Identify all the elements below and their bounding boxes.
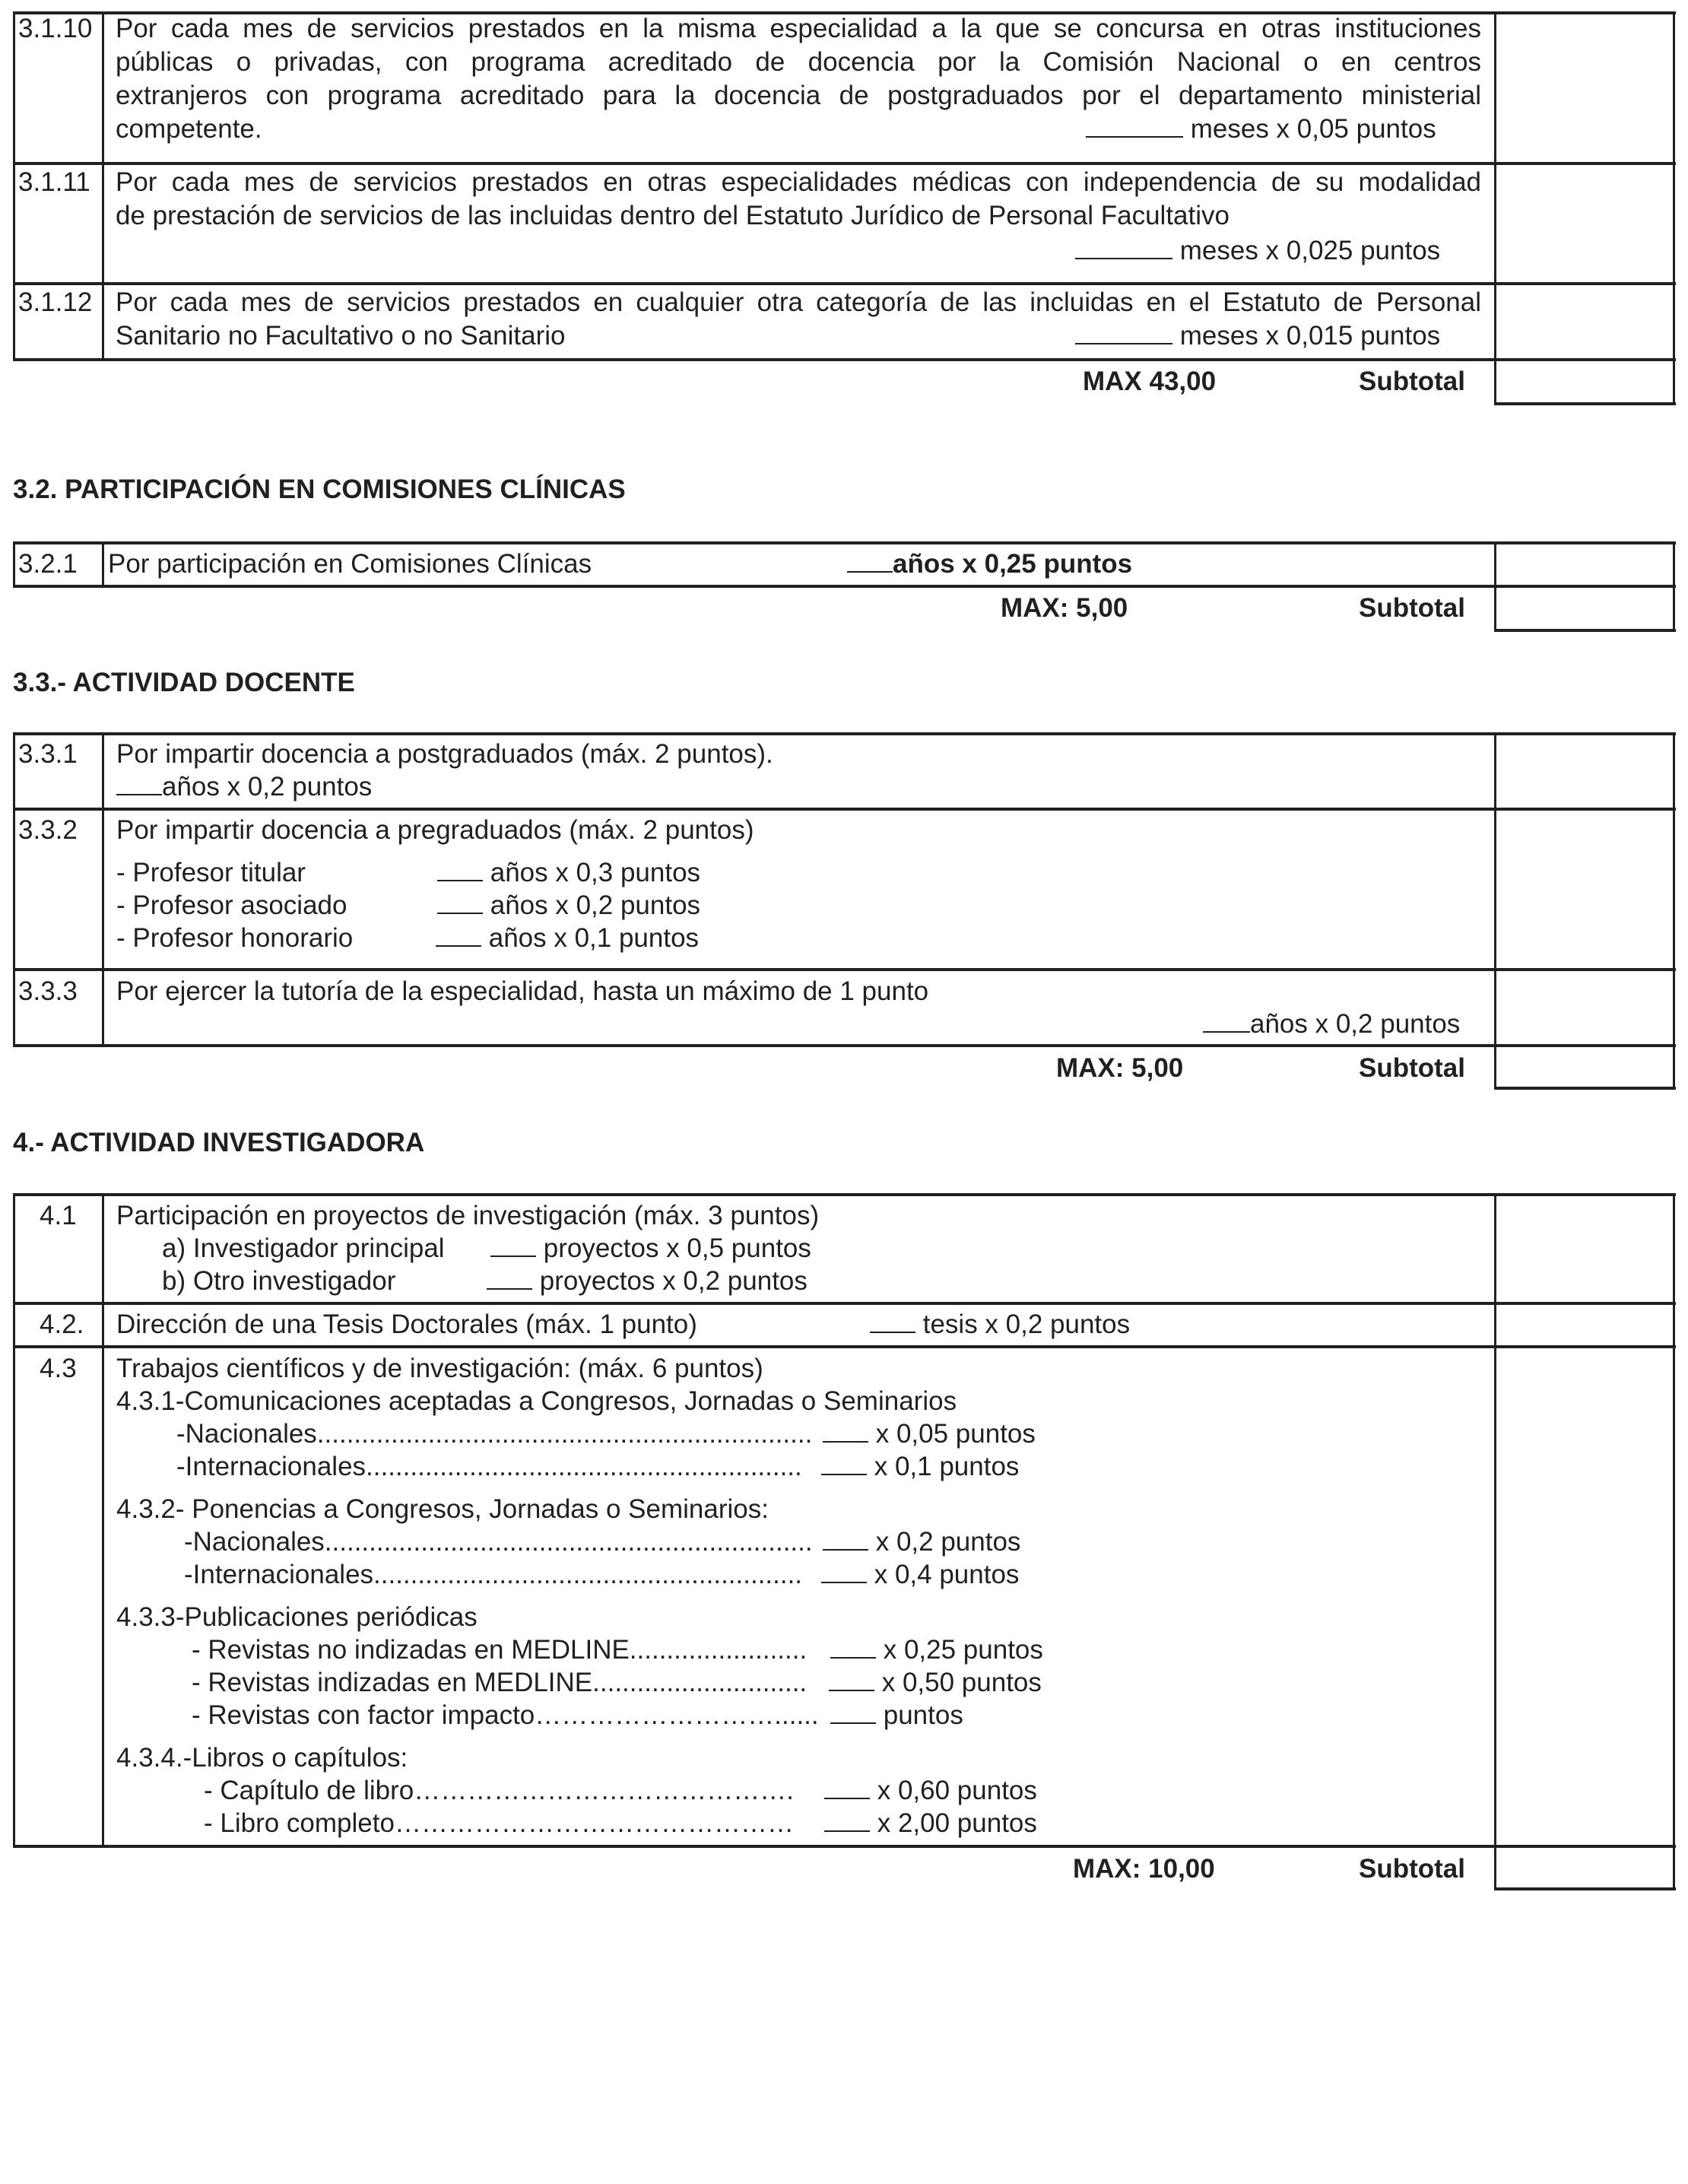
max-score-label: MAX: 5,00 xyxy=(1001,593,1128,623)
score-formula: puntos xyxy=(883,1700,963,1730)
points-cell[interactable] xyxy=(1497,1196,1673,1302)
table-border xyxy=(13,732,1676,735)
subtotal-box-bottom xyxy=(1494,402,1676,405)
table-border xyxy=(13,1193,15,1848)
row-description: Por participación en Comisiones Clínicas xyxy=(108,549,592,579)
group-title: 4.3.2- Ponencias a Congresos, Jornadas o Seminarios: xyxy=(116,1494,769,1524)
row-description xyxy=(116,166,1481,233)
description-line: Sanitario no Facultativo o no Sanitario xyxy=(116,321,566,351)
item-score xyxy=(821,1558,1019,1592)
sub-item-score xyxy=(437,856,700,890)
row-divider xyxy=(13,1345,1676,1348)
column-divider xyxy=(102,541,104,588)
table-border xyxy=(1673,11,1675,405)
group-title: 4.3.4.-Libros o capítulos: xyxy=(116,1743,408,1773)
table-border xyxy=(1673,732,1675,1090)
table-border xyxy=(13,732,15,1047)
score-formula: tesis x 0,2 puntos xyxy=(922,1309,1131,1339)
score-line xyxy=(1075,234,1440,268)
subtotal-label: Subtotal xyxy=(1359,1854,1465,1884)
table-border xyxy=(13,1845,1676,1848)
points-cell[interactable] xyxy=(1497,544,1673,585)
item-score xyxy=(823,1417,1036,1451)
table-border xyxy=(13,1193,1676,1196)
points-cell[interactable] xyxy=(1497,1348,1673,1845)
months-input-blank[interactable] xyxy=(1075,320,1172,344)
score-formula: años x 0,2 puntos xyxy=(490,890,701,920)
table-border xyxy=(13,11,15,361)
row-code: 3.3.2 xyxy=(18,815,78,845)
item-label: - Capítulo de libro……………………………………. xyxy=(204,1776,794,1805)
years-input-blank[interactable] xyxy=(436,922,481,947)
score-formula: x 0,25 puntos xyxy=(883,1635,1043,1665)
table-border xyxy=(1673,1193,1675,1890)
score-formula: meses x 0,025 puntos xyxy=(1179,236,1441,265)
subtotal-cell[interactable] xyxy=(1497,1047,1673,1087)
column-divider xyxy=(102,732,104,1047)
item-label: - Revistas con factor impacto………………………...... xyxy=(192,1700,819,1730)
score-line xyxy=(1075,319,1440,353)
count-input-blank[interactable] xyxy=(824,1808,870,1832)
score-line xyxy=(1086,113,1436,146)
sub-item-score xyxy=(490,1232,811,1265)
points-cell[interactable] xyxy=(1497,1305,1673,1345)
row-divider xyxy=(13,1302,1676,1305)
count-input-blank[interactable] xyxy=(823,1418,868,1443)
score-formula: años x 0,2 puntos xyxy=(162,772,373,802)
score-formula: x 0,1 puntos xyxy=(874,1452,1020,1481)
table-border xyxy=(13,541,15,588)
item-label: -Internacionales........................................................... xyxy=(176,1452,802,1481)
subtotal-box-bottom xyxy=(1494,1087,1676,1090)
months-input-blank[interactable] xyxy=(1075,235,1172,259)
description-line: extranjeros con programa acreditado para la docencia de postgraduados por el departamento ministerial xyxy=(116,81,1481,110)
row-divider xyxy=(13,808,1676,811)
score-formula: meses x 0,015 puntos xyxy=(1179,321,1441,351)
points-cell[interactable] xyxy=(1497,285,1673,358)
subtotal-box-bottom xyxy=(1494,629,1676,632)
description-line: Por cada mes de servicios prestados en la misma especialidad a la que se concursa en otras instituciones xyxy=(116,14,1481,43)
column-divider xyxy=(102,11,104,361)
item-score xyxy=(824,1774,1037,1808)
item-score xyxy=(823,1525,1020,1559)
row-code: 3.1.10 xyxy=(18,14,93,43)
sub-item-score xyxy=(487,1265,808,1298)
years-input-blank[interactable] xyxy=(1203,1008,1250,1033)
max-score-label: MAX: 5,00 xyxy=(1056,1053,1184,1083)
count-input-blank[interactable] xyxy=(487,1265,532,1290)
score-line xyxy=(847,548,1132,581)
item-label: - Revistas no indizadas en MEDLINE........................ xyxy=(192,1635,808,1665)
subtotal-label: Subtotal xyxy=(1359,367,1465,396)
sub-item-label: a) Investigador principal xyxy=(162,1233,445,1263)
item-score xyxy=(830,1699,963,1732)
description-line: Por cada mes de servicios prestados en otras especialidades médicas con independencia de su modalidad xyxy=(116,167,1481,197)
score-formula: años x 0,3 puntos xyxy=(490,858,701,887)
row-description: Participación en proyectos de investigación (máx. 3 puntos) xyxy=(116,1201,820,1230)
max-score-label: MAX: 10,00 xyxy=(1073,1854,1215,1884)
table-border xyxy=(13,585,1676,588)
score-line xyxy=(870,1308,1130,1341)
subtotal-label: Subtotal xyxy=(1359,1053,1465,1083)
years-input-blank[interactable] xyxy=(847,548,893,573)
subtotal-cell[interactable] xyxy=(1497,361,1673,402)
subtotal-box-bottom xyxy=(1494,1887,1676,1890)
description-line: públicas o privadas, con programa acreditado de docencia por la Comisión Nacional o en centros xyxy=(116,47,1481,77)
row-description: Por impartir docencia a pregraduados (máx. 2 puntos) xyxy=(116,815,754,845)
table-border xyxy=(13,541,1676,544)
score-formula: x 0,4 puntos xyxy=(874,1560,1020,1589)
sub-item-label: - Profesor titular xyxy=(116,858,306,887)
score-formula: meses x 0,05 puntos xyxy=(1190,114,1436,144)
column-divider xyxy=(1494,732,1496,1090)
count-input-blank[interactable] xyxy=(870,1309,915,1333)
score-formula: proyectos x 0,5 puntos xyxy=(543,1233,811,1263)
score-formula: proyectos x 0,2 puntos xyxy=(539,1266,808,1296)
row-code: 3.2.1 xyxy=(18,549,78,579)
table-border xyxy=(1673,541,1675,632)
points-cell[interactable] xyxy=(1497,165,1673,282)
sub-item-label: - Profesor honorario xyxy=(116,923,354,953)
count-input-blank[interactable] xyxy=(824,1775,870,1799)
score-formula: años x 0,25 puntos xyxy=(893,549,1133,579)
count-input-blank[interactable] xyxy=(823,1526,868,1551)
item-label: - Libro completo……………………………………… xyxy=(204,1808,794,1838)
count-input-blank[interactable] xyxy=(490,1233,536,1257)
row-divider xyxy=(13,968,1676,971)
points-cell[interactable] xyxy=(1497,811,1673,968)
row-code: 3.1.11 xyxy=(18,167,90,197)
count-input-blank[interactable] xyxy=(830,1634,876,1659)
description-line: Por cada mes de servicios prestados en cualquier otra categoría de las incluidas en el Estatuto de Personal xyxy=(116,287,1481,317)
years-input-blank[interactable] xyxy=(437,857,483,881)
description-line: de prestación de servicios de las incluidas dentro del Estatuto Jurídico de Personal Facultativo xyxy=(116,201,1230,230)
count-input-blank[interactable] xyxy=(829,1667,874,1691)
years-input-blank[interactable] xyxy=(116,771,162,795)
points-cell[interactable] xyxy=(1497,14,1673,162)
row-code: 4.1 xyxy=(40,1201,77,1230)
item-score xyxy=(821,1450,1019,1484)
column-divider xyxy=(102,1193,104,1848)
item-label: -Internacionales.......................................................... xyxy=(184,1560,803,1589)
section-title: 4.- ACTIVIDAD INVESTIGADORA xyxy=(13,1128,425,1157)
points-cell[interactable] xyxy=(1497,735,1673,808)
row-code: 3.3.3 xyxy=(18,976,78,1006)
count-input-blank[interactable] xyxy=(821,1559,867,1583)
sub-item-score xyxy=(436,922,699,955)
score-formula: x 0,05 puntos xyxy=(875,1419,1036,1449)
column-divider xyxy=(1494,541,1496,632)
row-description: Por impartir docencia a postgraduados (máx. 2 puntos). xyxy=(116,739,773,769)
score-formula: x 0,50 puntos xyxy=(881,1668,1042,1697)
row-code: 4.2. xyxy=(40,1309,84,1339)
column-divider xyxy=(1494,11,1496,405)
item-score xyxy=(824,1807,1037,1840)
row-description: Por ejercer la tutoría de la especialidad, hasta un máximo de 1 punto xyxy=(116,976,929,1006)
count-input-blank[interactable] xyxy=(830,1700,876,1724)
item-label: - Revistas indizadas en MEDLINE............................. xyxy=(192,1668,808,1697)
item-label: -Nacionales.................................................................. xyxy=(184,1527,813,1557)
item-label: -Nacionales................................................................... xyxy=(176,1419,813,1449)
section-title: 3.3.- ACTIVIDAD DOCENTE xyxy=(13,668,355,697)
count-input-blank[interactable] xyxy=(821,1451,867,1475)
row-description: Trabajos científicos y de investigación: (máx. 6 puntos) xyxy=(116,1354,763,1383)
group-title: 4.3.1-Comunicaciones aceptadas a Congresos, Jornadas o Seminarios xyxy=(116,1386,957,1416)
sub-item-label: b) Otro investigador xyxy=(162,1266,396,1296)
row-divider xyxy=(13,358,1676,361)
item-score xyxy=(829,1666,1042,1700)
section-title: 3.2. PARTICIPACIÓN EN COMISIONES CLÍNICAS xyxy=(13,475,626,504)
row-divider xyxy=(13,162,1676,165)
sub-item-score xyxy=(437,889,700,922)
table-border xyxy=(13,1044,1676,1047)
sub-item-label: - Profesor asociado xyxy=(116,890,347,920)
points-cell[interactable] xyxy=(1497,971,1673,1044)
subtotal-label: Subtotal xyxy=(1359,593,1465,623)
max-score-label: MAX 43,00 xyxy=(1083,367,1217,396)
row-code: 4.3 xyxy=(40,1354,77,1383)
years-input-blank[interactable] xyxy=(437,890,483,914)
row-code: 3.3.1 xyxy=(18,739,78,769)
subtotal-cell[interactable] xyxy=(1497,588,1673,629)
row-description: Dirección de una Tesis Doctorales (máx. 1 punto) xyxy=(116,1309,697,1339)
score-line xyxy=(116,770,372,804)
score-formula: años x 0,1 puntos xyxy=(488,923,700,953)
months-input-blank[interactable] xyxy=(1086,113,1183,138)
score-formula: x 2,00 puntos xyxy=(877,1808,1037,1838)
row-divider xyxy=(13,282,1676,285)
score-formula: x 0,60 puntos xyxy=(877,1776,1037,1805)
item-score xyxy=(830,1633,1043,1667)
description-line: competente. xyxy=(116,114,262,144)
score-formula: años x 0,2 puntos xyxy=(1250,1009,1461,1039)
subtotal-cell[interactable] xyxy=(1497,1848,1673,1887)
row-code: 3.1.12 xyxy=(18,287,93,317)
score-line xyxy=(1203,1008,1460,1041)
score-formula: x 0,2 puntos xyxy=(875,1527,1021,1557)
column-divider xyxy=(1494,1193,1496,1890)
group-title: 4.3.3-Publicaciones periódicas xyxy=(116,1602,478,1632)
